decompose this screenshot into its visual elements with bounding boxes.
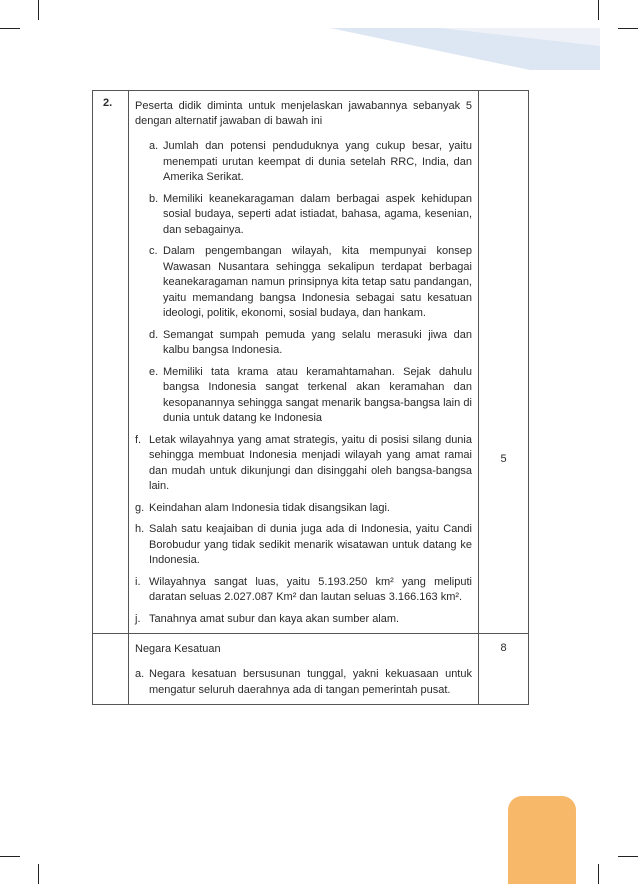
list-item: [135, 501, 472, 517]
item-label: g.: [135, 501, 145, 514]
row-number: [93, 634, 128, 640]
question-intro: Peserta didik diminta untuk menjelaskan jawabannya sebanyak 5 dengan alternatif jawaban di bawah ini: [135, 100, 472, 127]
list-item: [135, 667, 472, 698]
header-banner: [0, 0, 638, 80]
list-item: [135, 328, 472, 359]
score-value: 5: [500, 453, 507, 465]
list-item: [135, 433, 472, 495]
item-label: i.: [135, 575, 141, 588]
item-label: j.: [135, 612, 141, 625]
row-number-cell: [93, 91, 129, 634]
answer-table: [92, 90, 529, 705]
score-cell: [479, 91, 529, 634]
item-text: Jumlah dan potensi penduduknya yang cukup besar, yaitu menempati urutan keempat di dunia setelah RRC, India, dan Amerika Serikat.: [163, 140, 472, 183]
crop-mark: [618, 856, 638, 857]
item-label: e.: [149, 365, 159, 378]
crop-mark: [38, 864, 39, 884]
answer-cell: [129, 634, 479, 705]
item-label: d.: [149, 328, 159, 341]
item-label: c.: [149, 245, 158, 257]
item-text: Memiliki tata krama atau keramahtamahan. Sejak dahulu bangsa Indonesia sangat terkenal akan keramahan dan kesopanannya sehingga sangat menarik bangsa-bangsa lain di dunia untuk datang ke Indonesia: [163, 365, 472, 424]
item-text: Tanahnya amat subur dan kaya akan sumber alam.: [149, 612, 400, 625]
list-item: [135, 612, 472, 628]
answer-list: [129, 667, 478, 704]
list-item: [135, 575, 472, 606]
item-text: Wilayahnya sangat luas, yaitu 5.193.250 km² yang meliputi daratan seluas 2.027.087 Km² dan lautan seluas 3.166.163 km².: [149, 575, 472, 603]
item-text: Salah satu keajaiban di dunia juga ada di Indonesia, yaitu Candi Borobudur yang tidak sedikit menarik wisatawan untuk datang ke Indonesia.: [149, 523, 472, 566]
item-text: Letak wilayahnya yang amat strategis, yaitu di posisi silang dunia sehingga membuat Indonesia menjadi wilayah yang amat ramai dan mudah untuk dikunjungi dan disinggahi oleh bangsa-bangsa lain.: [149, 433, 472, 492]
table-row: [93, 91, 529, 634]
answer-cell: [129, 91, 479, 634]
list-item: [135, 192, 472, 239]
list-item: [135, 139, 472, 186]
list-item: [135, 365, 472, 427]
item-label: h.: [135, 523, 145, 535]
item-text: Negara kesatuan bersusunan tunggal, yakni kekuasaan untuk mengatur seluruh daerahnya ada di tangan pemerintah pusat.: [149, 668, 472, 696]
table-row: [93, 634, 529, 705]
item-label: f.: [135, 433, 142, 446]
score-value: 8: [500, 642, 507, 654]
question-intro: Negara Kesatuan: [135, 643, 221, 655]
row-number-cell: [93, 634, 129, 705]
item-label: a.: [149, 140, 159, 152]
answer-list: [129, 139, 478, 633]
item-text: Dalam pengembangan wilayah, kita mempunyai konsep Wawasan Nusantara sehingga sekalipun terdapat berbagai keanekaragaman namun prinsipnya kita tetap satu pandangan, yaitu memandang bangsa Indonesia sebagai satu kesatuan ideologi, politik, ekonomi, sosial budaya, dan hankam.: [163, 245, 472, 319]
list-item: [135, 522, 472, 569]
row-number: 2.: [103, 97, 113, 109]
item-text: Keindahan alam Indonesia tidak disangsikan lagi.: [149, 501, 390, 514]
item-text: Semangat sumpah pemuda yang selalu merasuki jiwa dan kalbu bangsa Indonesia.: [163, 328, 472, 356]
crop-mark: [0, 856, 20, 857]
page-tab: [508, 796, 576, 884]
list-item: [135, 244, 472, 322]
score-cell: [479, 634, 529, 705]
item-label: b.: [149, 192, 159, 205]
item-text: Memiliki keanekaragaman dalam berbagai aspek kehidupan sosial budaya, seperti adat istiadat, bahasa, agama, kesenian, dan sebagainya.: [163, 192, 472, 236]
item-label: a.: [135, 668, 145, 680]
crop-mark: [598, 864, 599, 884]
